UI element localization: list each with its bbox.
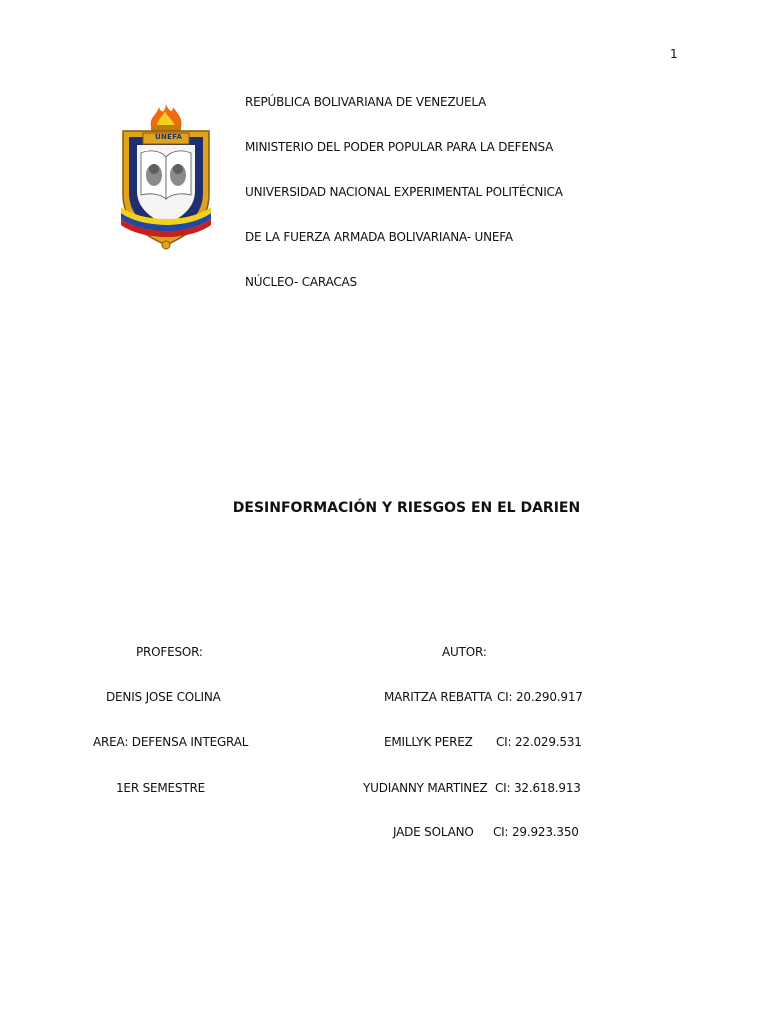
unefa-emblem-logo: [113, 103, 219, 253]
document-title: DESINFORMACIÓN Y RIESGOS EN EL DARIEN: [232, 500, 581, 516]
author-ci: CI: 20.290.917: [497, 690, 583, 704]
profesor-area: AREA: DEFENSA INTEGRAL: [93, 735, 249, 749]
header-line-fuerza-armada: DE LA FUERZA ARMADA BOLIVARIANA- UNEFA: [245, 230, 513, 244]
author-ci: CI: 29.923.350: [493, 825, 579, 839]
author-name: YUDIANNY MARTINEZ: [363, 781, 488, 795]
header-line-ministerio: MINISTERIO DEL PODER POPULAR PARA LA DEFENSA: [245, 140, 554, 154]
autor-heading: AUTOR:: [442, 645, 487, 659]
author-ci: CI: 22.029.531: [496, 735, 582, 749]
header-line-universidad: UNIVERSIDAD NACIONAL EXPERIMENTAL POLITÉCNICA: [245, 185, 563, 199]
author-name: JADE SOLANO: [393, 825, 474, 839]
author-ci: CI: 32.618.913: [495, 781, 581, 795]
profesor-semester: 1ER SEMESTRE: [116, 781, 205, 795]
profesor-heading: PROFESOR:: [136, 645, 203, 659]
profesor-name: DENIS JOSE COLINA: [106, 690, 221, 704]
author-name: EMILLYK PEREZ: [384, 735, 473, 749]
author-name: MARITZA REBATTA: [384, 690, 493, 704]
emblem-banner-text: UNEFA: [155, 133, 183, 141]
header-line-nucleo: NÚCLEO- CARACAS: [245, 275, 357, 289]
page-number: 1: [670, 47, 678, 61]
header-line-republica: REPÚBLICA BOLIVARIANA DE VENEZUELA: [245, 95, 487, 109]
